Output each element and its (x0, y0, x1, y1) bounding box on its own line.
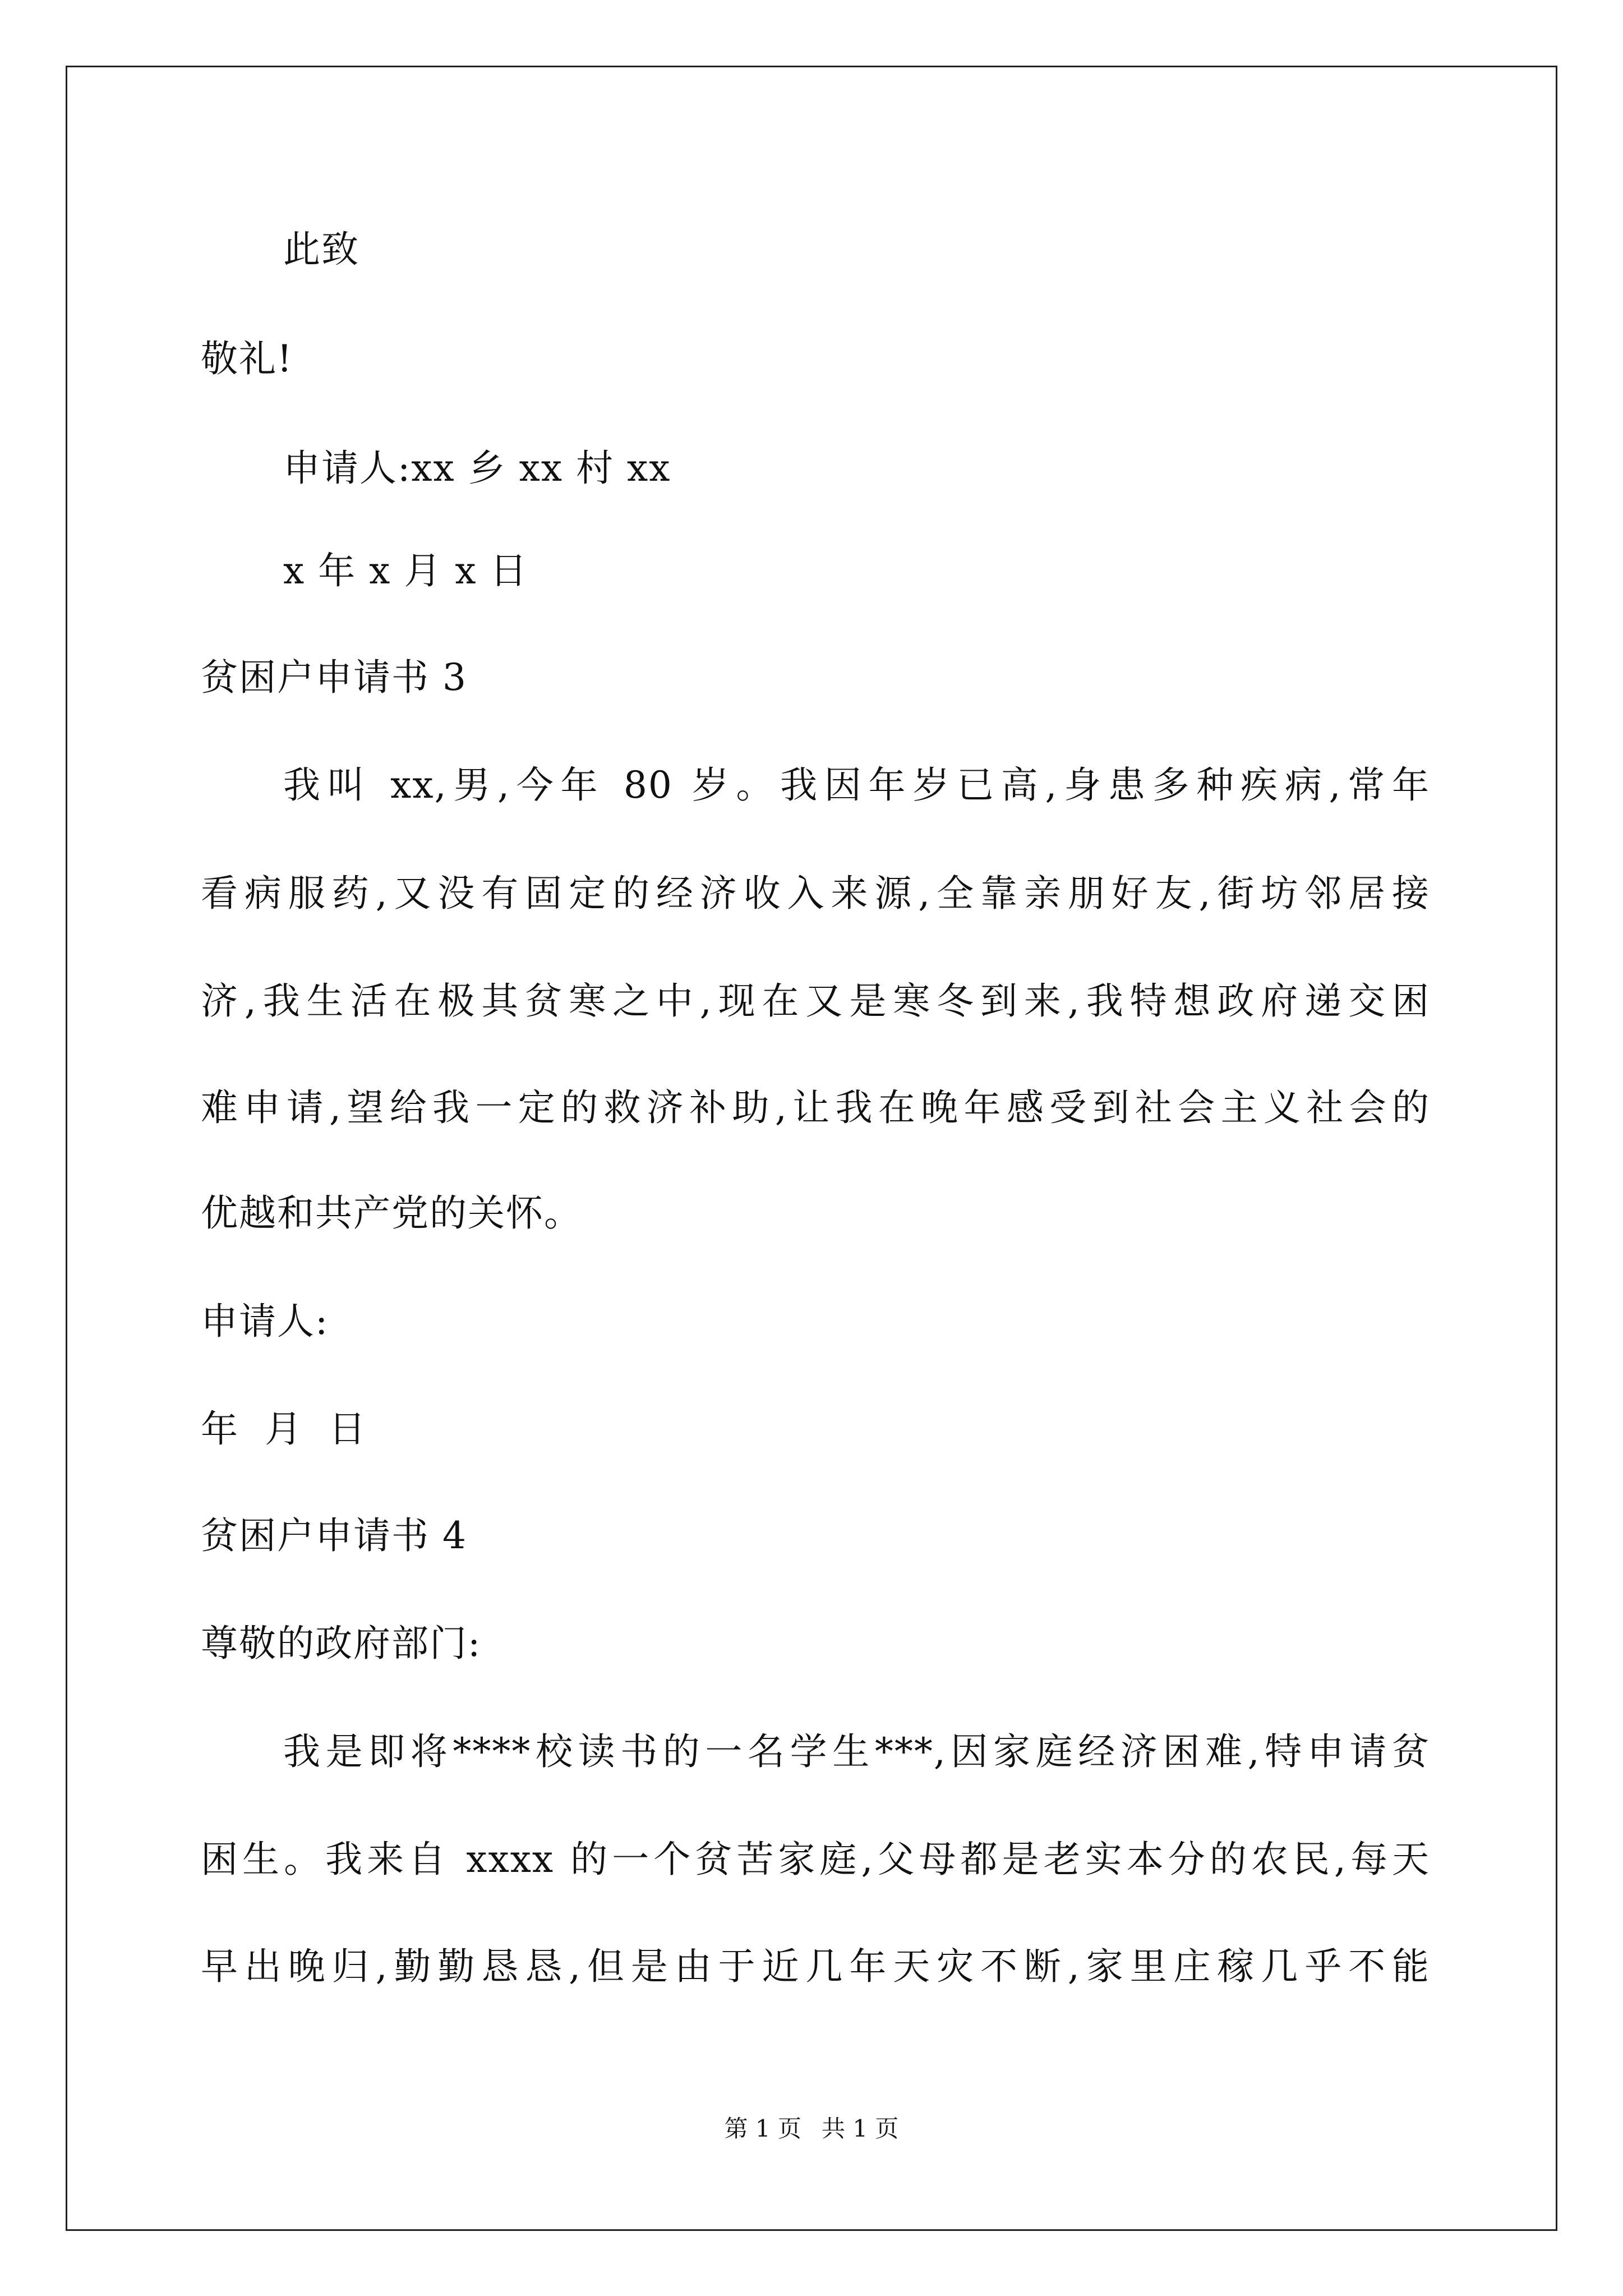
section-heading-3: 贫困户申请书 3 (201, 656, 467, 699)
paragraph-line: 优越和共产党的关怀。 (201, 1191, 582, 1235)
page-number: 第 1 页 (724, 2115, 801, 2142)
page-footer (0, 2115, 1623, 2143)
paragraph-line: 我叫 xx,男,今年 80 岁。我因年岁已高,身患多种疾病,常年 (283, 763, 1430, 807)
salutation: 尊敬的政府部门: (201, 1622, 482, 1665)
page-frame (66, 66, 1557, 2231)
section-heading-4: 贫困户申请书 4 (201, 1514, 467, 1557)
closing-line-2: 敬礼! (201, 337, 293, 380)
paragraph-line: 看病服药,又没有固定的经济收入来源,全靠亲朋好友,街坊邻居接 (201, 872, 1430, 915)
date-line: x 年 x 月 x 日 (283, 549, 528, 592)
page-total: 共 1 页 (822, 2115, 899, 2142)
applicant-label: 申请人: (201, 1300, 329, 1343)
paragraph-line: 早出晚归,勤勤恳恳,但是由于近几年天灾不断,家里庄稼几乎不能 (201, 1945, 1430, 1988)
date-placeholder: 年 月 日 (201, 1407, 367, 1451)
paragraph-line: 难申请,望给我一定的救济补助,让我在晚年感受到社会主义社会的 (201, 1086, 1430, 1129)
closing-line-1: 此致 (283, 228, 359, 271)
paragraph-line: 困生。我来自 xxxx 的一个贫苦家庭,父母都是老实本分的农民,每天 (201, 1838, 1430, 1881)
paragraph-line: 济,我生活在极其贫寒之中,现在又是寒冬到来,我特想政府递交困 (201, 979, 1430, 1023)
applicant-line: 申请人:xx 乡 xx 村 xx (283, 447, 671, 490)
paragraph-line: 我是即将****校读书的一名学生***,因家庭经济困难,特申请贫 (283, 1730, 1430, 1773)
